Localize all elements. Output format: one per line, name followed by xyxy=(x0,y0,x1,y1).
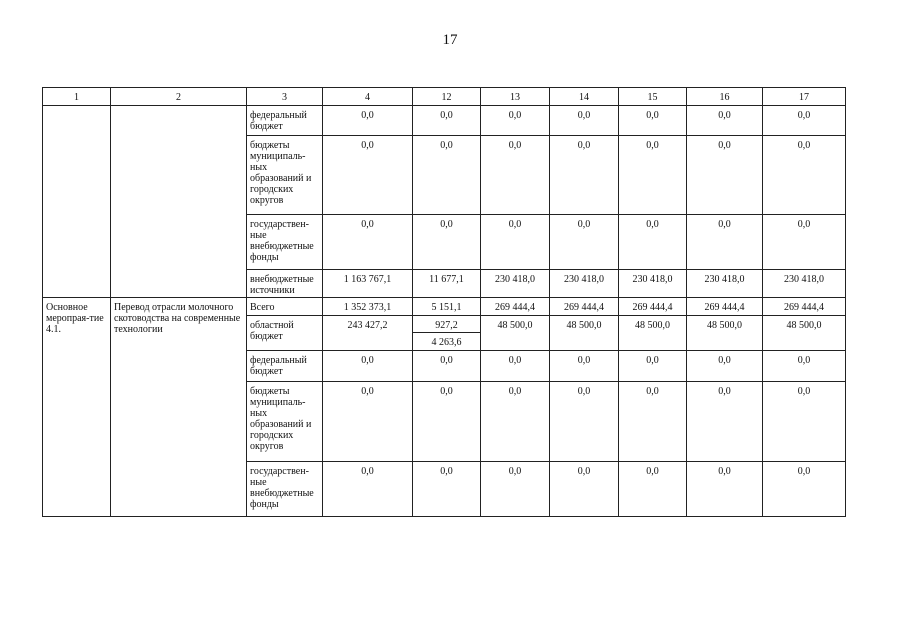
value-cell: 0,0 xyxy=(687,106,763,136)
column-header: 2 xyxy=(111,88,247,106)
value-cell: 48 500,0 xyxy=(763,316,846,351)
value-cell: 230 418,0 xyxy=(763,270,846,298)
value-cell: 48 500,0 xyxy=(550,316,619,351)
value-cell: 0,0 xyxy=(550,462,619,517)
funding-source: государствен-ные внебюджетные фонды xyxy=(247,462,323,517)
value-cell: 269 444,4 xyxy=(550,298,619,316)
value-cell: 0,0 xyxy=(323,215,413,270)
value-cell: 48 500,0 xyxy=(481,316,550,351)
funding-source: федеральный бюджет xyxy=(247,106,323,136)
value-cell: 0,0 xyxy=(763,351,846,382)
description-cell-empty xyxy=(111,106,247,298)
value-cell: 0,0 xyxy=(481,382,550,462)
budget-table xyxy=(42,87,846,517)
value-cell: 0,0 xyxy=(550,215,619,270)
funding-source: бюджеты муниципаль-ных образований и городских округов xyxy=(247,382,323,462)
value-cell: 243 427,2 xyxy=(323,316,413,351)
funding-source: государствен-ные внебюджетные фонды xyxy=(247,215,323,270)
column-header: 14 xyxy=(550,88,619,106)
column-header: 17 xyxy=(763,88,846,106)
value-cell: 230 418,0 xyxy=(481,270,550,298)
value-cell: 269 444,4 xyxy=(481,298,550,316)
value-cell: 0,0 xyxy=(550,106,619,136)
funding-source: внебюджетные источники xyxy=(247,270,323,298)
value-cell: 0,0 xyxy=(763,382,846,462)
table-row xyxy=(43,298,846,316)
value-cell: 0,0 xyxy=(323,106,413,136)
value-cell: 0,0 xyxy=(413,106,481,136)
column-header: 13 xyxy=(481,88,550,106)
funding-source: федеральный бюджет xyxy=(247,351,323,382)
funding-source: Всего xyxy=(247,298,323,316)
column-header: 12 xyxy=(413,88,481,106)
value-cell: 0,0 xyxy=(481,136,550,215)
value-cell: 0,0 xyxy=(323,136,413,215)
value-cell: 0,0 xyxy=(481,462,550,517)
value-cell: 927,2 xyxy=(413,316,481,333)
value-cell: 269 444,4 xyxy=(619,298,687,316)
value-cell: 0,0 xyxy=(413,462,481,517)
value-cell: 0,0 xyxy=(323,382,413,462)
value-cell: 4 263,6 xyxy=(413,333,481,351)
funding-source: областной бюджет xyxy=(247,316,323,351)
value-cell: 0,0 xyxy=(550,382,619,462)
value-cell: 0,0 xyxy=(481,106,550,136)
value-cell: 1 352 373,1 xyxy=(323,298,413,316)
value-cell: 5 151,1 xyxy=(413,298,481,316)
value-cell: 269 444,4 xyxy=(763,298,846,316)
column-header: 16 xyxy=(687,88,763,106)
value-cell: 1 163 767,1 xyxy=(323,270,413,298)
value-cell: 11 677,1 xyxy=(413,270,481,298)
value-cell: 0,0 xyxy=(763,462,846,517)
value-cell: 269 444,4 xyxy=(687,298,763,316)
column-header: 3 xyxy=(247,88,323,106)
column-header: 1 xyxy=(43,88,111,106)
value-cell: 0,0 xyxy=(481,215,550,270)
value-cell: 0,0 xyxy=(481,351,550,382)
description-cell: Перевод отрасли молочного скотоводства на современные технологии xyxy=(111,298,247,517)
value-cell: 0,0 xyxy=(619,106,687,136)
value-cell: 0,0 xyxy=(413,382,481,462)
value-cell: 230 418,0 xyxy=(619,270,687,298)
value-cell: 0,0 xyxy=(413,215,481,270)
column-header: 4 xyxy=(323,88,413,106)
value-cell: 0,0 xyxy=(687,136,763,215)
value-cell: 0,0 xyxy=(619,215,687,270)
value-cell: 48 500,0 xyxy=(619,316,687,351)
event-cell: Основное меропрая-тие 4.1. xyxy=(43,298,111,517)
event-cell-empty xyxy=(43,106,111,298)
value-cell: 230 418,0 xyxy=(687,270,763,298)
value-cell: 0,0 xyxy=(619,462,687,517)
value-cell: 0,0 xyxy=(687,462,763,517)
value-cell: 0,0 xyxy=(619,382,687,462)
value-cell: 0,0 xyxy=(763,106,846,136)
funding-source: бюджеты муниципаль-ных образований и городских округов xyxy=(247,136,323,215)
header-row xyxy=(43,88,846,106)
value-cell: 0,0 xyxy=(763,136,846,215)
value-cell: 230 418,0 xyxy=(550,270,619,298)
value-cell: 0,0 xyxy=(619,351,687,382)
value-cell: 0,0 xyxy=(687,351,763,382)
value-cell: 48 500,0 xyxy=(687,316,763,351)
value-cell: 0,0 xyxy=(323,462,413,517)
page-number: 17 xyxy=(442,32,458,48)
value-cell: 0,0 xyxy=(619,136,687,215)
value-cell: 0,0 xyxy=(687,215,763,270)
value-cell: 0,0 xyxy=(550,351,619,382)
column-header: 15 xyxy=(619,88,687,106)
table-row xyxy=(43,106,846,136)
value-cell: 0,0 xyxy=(763,215,846,270)
value-cell: 0,0 xyxy=(550,136,619,215)
value-cell: 0,0 xyxy=(687,382,763,462)
value-cell: 0,0 xyxy=(413,136,481,215)
value-cell: 0,0 xyxy=(413,351,481,382)
value-cell: 0,0 xyxy=(323,351,413,382)
